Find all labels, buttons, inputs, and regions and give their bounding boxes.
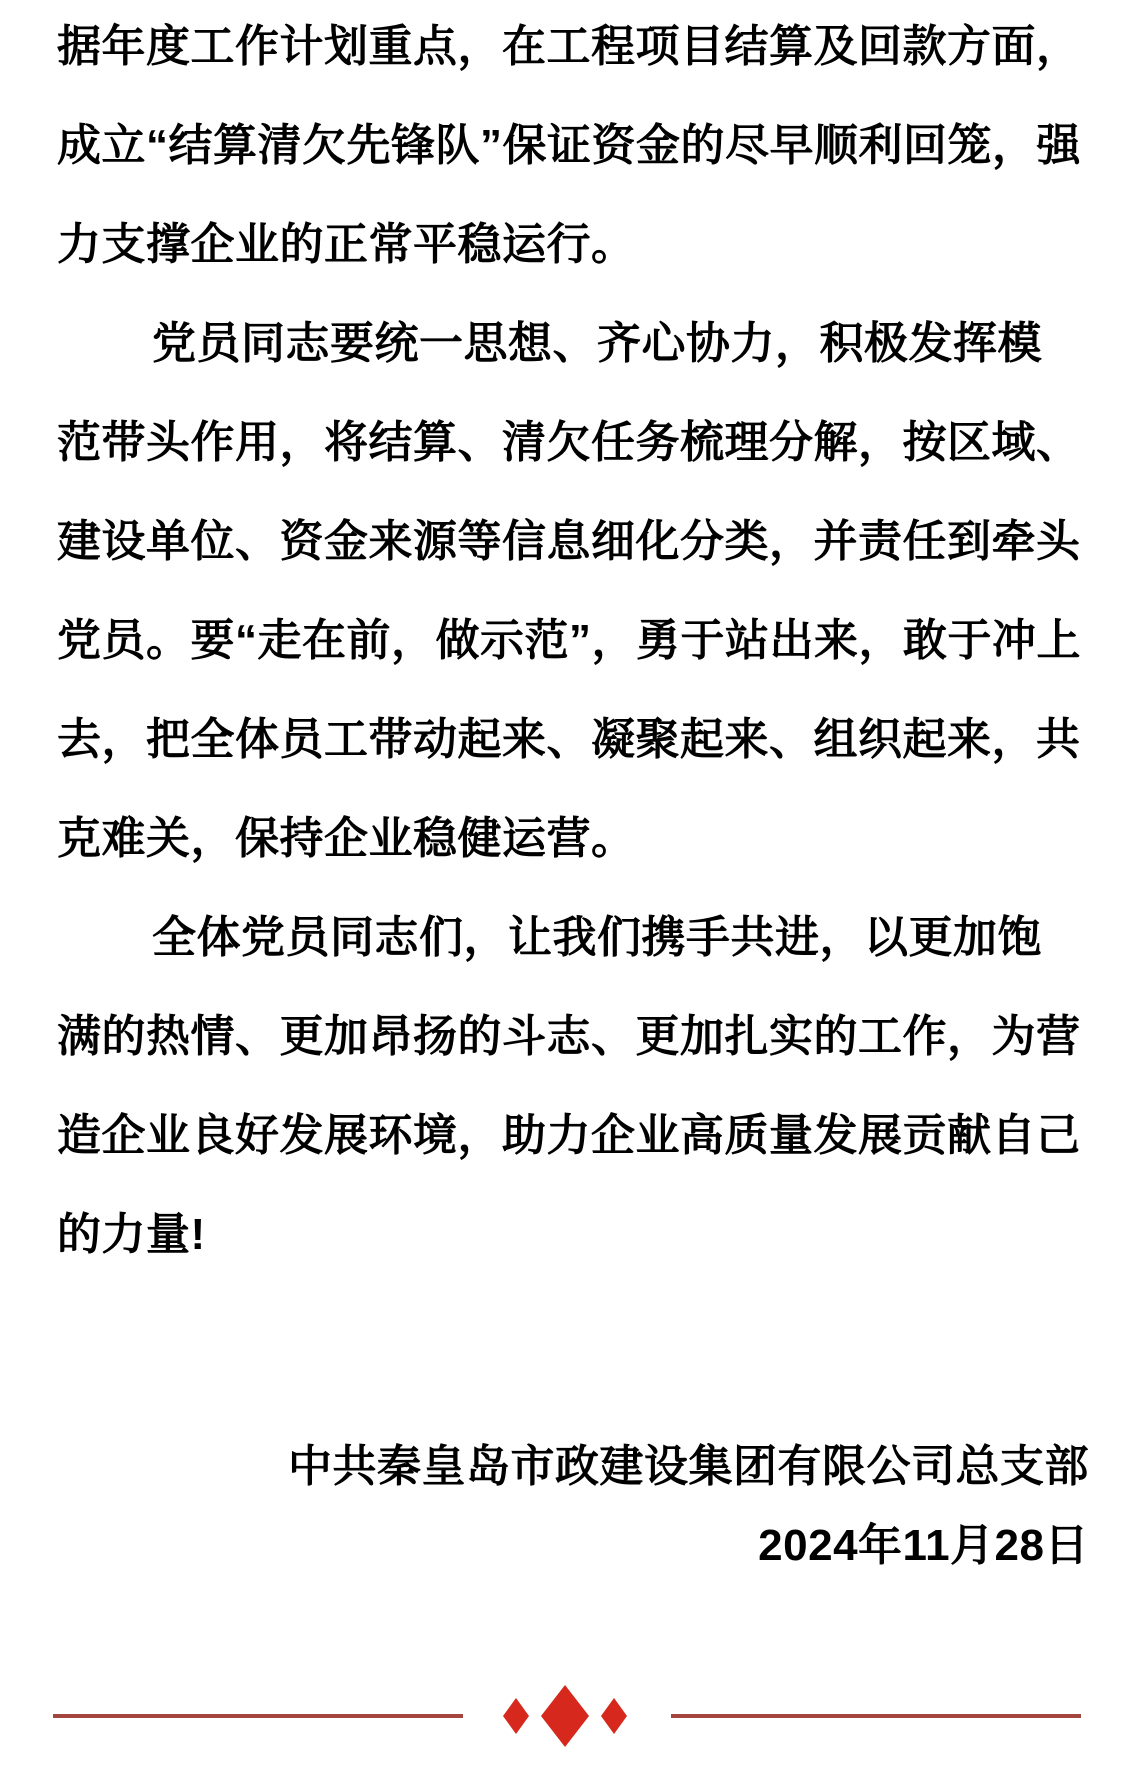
text-line: 造企业良好发展环境，助力企业高质量发展贡献自己: [57, 1110, 1081, 1160]
divider-line-left: [53, 1714, 463, 1718]
text-line: 全体党员同志们，让我们携手共进，以更加饱: [152, 912, 1042, 962]
signature-org: 中共秦皇岛市政建设集团有限公司总支部: [288, 1442, 1089, 1491]
signature-date: 2024年11月28日: [758, 1521, 1089, 1570]
text-line: 的力量!: [57, 1209, 206, 1259]
text-line: 力支撑企业的正常平稳运行。: [57, 219, 636, 269]
signature-block: [288, 1444, 1089, 1568]
text-line: 去，把全体员工带动起来、凝聚起来、组织起来，共: [57, 714, 1081, 764]
text-line: 满的热情、更加昂扬的斗志、更加扎实的工作，为营: [57, 1011, 1081, 1061]
text-line: 成立“结算清欠先锋队”保证资金的尽早顺利回笼，强: [57, 120, 1081, 170]
article-body: [57, 0, 1087, 1279]
diamond-small-left-icon: [503, 1698, 529, 1734]
diamond-small-right-icon: [601, 1698, 627, 1734]
text-line: 克难关，保持企业稳健运营。: [57, 813, 636, 863]
footer-divider: [0, 1685, 1133, 1747]
diamond-large-icon: [541, 1685, 589, 1747]
text-line: 党员同志要统一思想、齐心协力，积极发挥模: [152, 318, 1042, 368]
text-line: 范带头作用，将结算、清欠任务梳理分解，按区域、: [57, 417, 1081, 467]
text-line: 据年度工作计划重点，在工程项目结算及回款方面，: [57, 21, 1081, 71]
text-line: 党员。要“走在前，做示范”，勇于站出来，敢于冲上: [57, 615, 1081, 665]
divider-line-right: [671, 1714, 1081, 1718]
text-line: 建设单位、资金来源等信息细化分类，并责任到牵头: [57, 516, 1081, 566]
